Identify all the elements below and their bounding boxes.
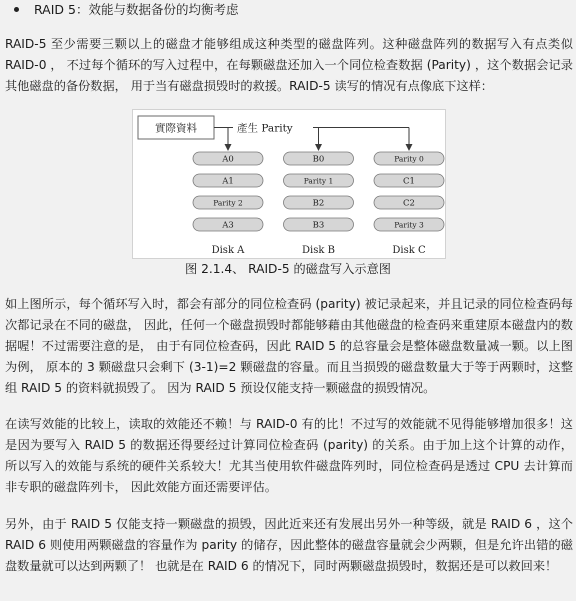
- paragraph-raid6: 另外，由于 RAID 5 仅能支持一颗磁盘的损毁，因此近来还有发展出另外一种等级，就是 RAID 6 ，这个 RAID 6 则使用两颗磁盘的容量作为 parity 的储存，因此整体的磁盘容量就会少两颗，但是允许出错的磁盘数量就可以达到两颗了！ 也就是在 RAID 6 的情况下，同时两颗磁盘损毁时，数据还是可以救回来！: [5, 517, 573, 573]
- disk-a-block-0-label: A0: [222, 154, 234, 165]
- disk-a-block-2-label: Parity 2: [213, 198, 243, 208]
- disks-layer: [193, 152, 444, 256]
- disk-b-name: Disk B: [302, 245, 335, 256]
- disk-b-block-0-label: B0: [312, 154, 325, 165]
- section-heading: RAID 5：效能与数据备份的均衡考虑: [34, 2, 239, 17]
- disk-a-block-1-label: A1: [222, 176, 234, 187]
- disk-c-block-2-label: C2: [403, 198, 415, 209]
- disk-c-name: Disk C: [392, 245, 426, 256]
- disk-c-block-1-label: C1: [403, 176, 415, 187]
- raid5-diagram: [132, 109, 446, 259]
- bullet-dot-icon: [14, 7, 19, 12]
- disk-c-block-3-label: Parity 3: [394, 220, 424, 230]
- figure-caption: 图 2.1.4、 RAID-5 的磁盘写入示意图: [185, 262, 391, 276]
- disk-a-block-3-label: A3: [222, 220, 234, 231]
- disk-b-block-1-label: Parity 1: [303, 176, 334, 186]
- disk-b-block-3-label: B3: [312, 220, 325, 231]
- paragraph-intro: RAID-5 至少需要三颗以上的磁盘才能够组成这种类型的磁盘阵列。这种磁盘阵列的数据写入有点类似 RAID-0 ， 不过每个循环的写入过程中，在每颗磁盘还加入一个同位检查数据 (Parity) ，这个数据会记录其他磁盘的备份数据， 用于当有磁盘损毁时的救援。RAID-5 读写的情况有点像底下这样：: [5, 37, 573, 93]
- source-data-label: 實際資料: [155, 122, 197, 135]
- parity-label: 產生 Parity: [237, 122, 293, 135]
- disk-b-block-2-label: B2: [312, 198, 325, 209]
- paragraph-performance: 在读写效能的比较上，读取的效能还不赖！与 RAID-0 有的比！不过写的效能就不见得能够增加很多！这是因为要写入 RAID 5 的数据还得要经过计算同位检查码 (parity) 的关系。由于加上这个计算的动作， 所以写入的效能与系统的硬件关系较大！尤其当使用软件磁盘阵列时，同位检查码是透过 CPU 去计算而非专职的磁盘阵列卡， 因此效能方面还需要评估。: [5, 417, 573, 494]
- section-bullet: [14, 2, 570, 18]
- disk-c-block-0-label: Parity 0: [394, 154, 424, 164]
- disk-a-name: Disk A: [211, 245, 245, 256]
- raid5-diagram-svg: [133, 110, 445, 258]
- paragraph-parity: 如上图所示，每个循环写入时，都会有部分的同位检查码 (parity) 被记录起来，并且记录的同位检查码每次都记录在不同的磁盘， 因此，任何一个磁盘损毁时都能够藉由其他磁盘的检查码来重建原本磁盘内的数据喔！不过需要注意的是， 由于有同位检查码，因此 RAID 5 的总容量会是整体磁盘数量减一颗。以上图为例， 原本的 3 颗磁盘只会剩下 (3-1)=2 颗磁盘的容量。而且当损毁的磁盘数量大于等于两颗时，这整组 RAID 5 的资料就损毁了。 因为 RAID 5 预设仅能支持一颗磁盘的损毁情况。: [5, 297, 573, 395]
